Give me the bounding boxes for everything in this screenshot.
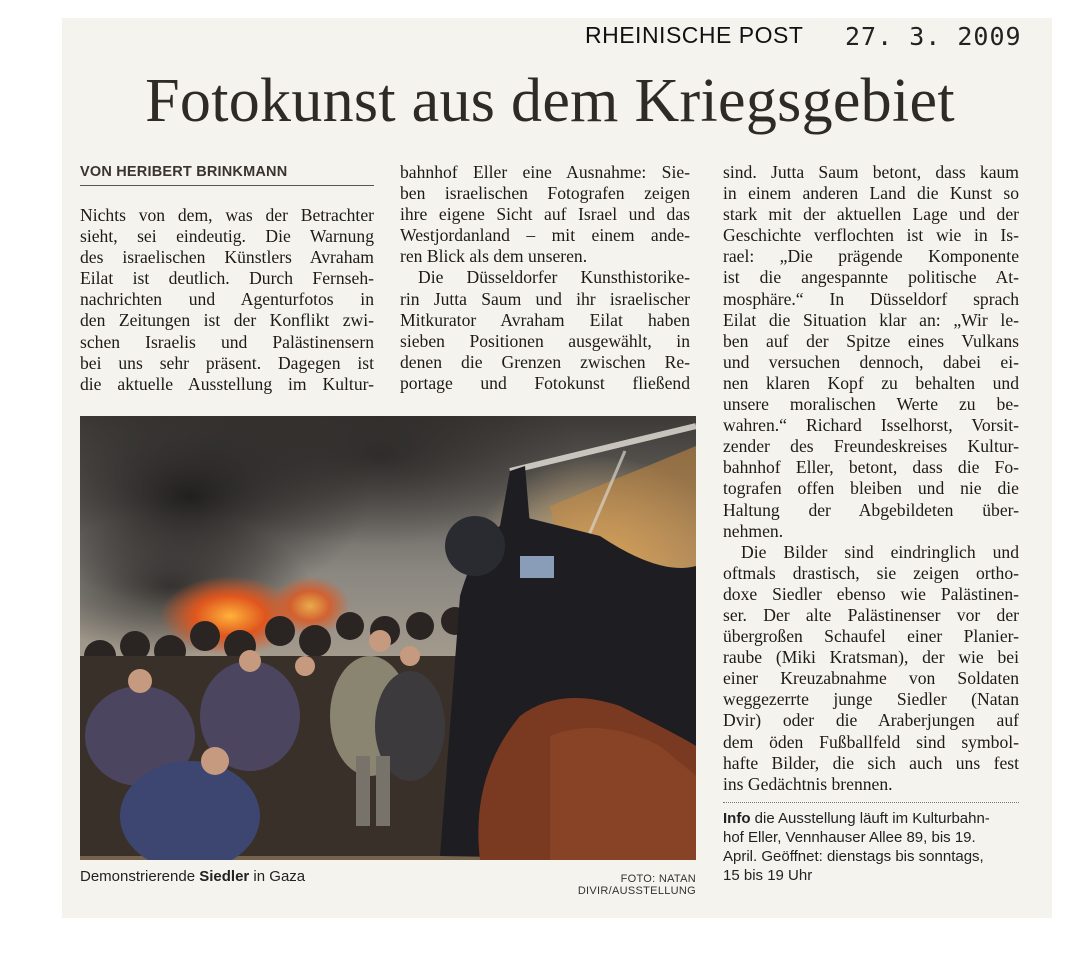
text-line: bahnhof Eller eine Ausnahme: Sie- bbox=[400, 162, 690, 182]
article-column-2 bbox=[400, 162, 690, 394]
text-line: nen klaren Kopf zu behalten und bbox=[723, 372, 1019, 393]
text-line: Dvir) oder die Araberjungen auf bbox=[723, 710, 1019, 731]
text-line: doxe Siedler ebenso wie Palästinen- bbox=[723, 583, 1019, 604]
text-line: zender des Freundeskreises Kultur- bbox=[723, 436, 1019, 457]
text-line: nachrichten und Agenturfotos in bbox=[80, 289, 374, 310]
news-photo bbox=[80, 416, 696, 860]
text-line: ben israelischen Fotografen zeigen bbox=[400, 183, 690, 204]
text-line: Nichts von dem, was der Betrachter bbox=[80, 205, 374, 225]
text-line: bahnhof Eller, betont, dass die Fo- bbox=[723, 457, 1019, 478]
text-line: Westjordanland – mit einem ande- bbox=[400, 225, 690, 246]
text-line: wahren.“ Richard Isselhorst, Vorsit- bbox=[723, 415, 1019, 436]
text-line: unsere moralischen Werte zu be- bbox=[723, 394, 1019, 415]
text-line: sieben Positionen ausgewählt, in bbox=[400, 330, 690, 351]
caption-text: Demonstrierende bbox=[80, 868, 200, 885]
text-line: rael: „Die prägende Komponente bbox=[723, 246, 1019, 267]
text-line: sieht, sei eindeutig. Die Warnung bbox=[80, 226, 374, 247]
text-line: Haltung der Abgebildeten über- bbox=[723, 499, 1019, 520]
masthead: RHEINISCHE POST bbox=[585, 22, 804, 48]
text-line: in einem anderen Land die Kunst so bbox=[723, 183, 1019, 204]
photo-credit: FOTO: NATAN DIVIR/AUSSTELLUNG bbox=[577, 873, 696, 897]
text-line: Eilat die Situation klar an: „Wir le- bbox=[723, 309, 1019, 330]
text-line: ser. Der alte Palästinenser vor der bbox=[723, 604, 1019, 625]
text-line: Eilat ist deutlich. Durch Fernseh- bbox=[80, 268, 374, 289]
article-column-3 bbox=[723, 162, 1019, 795]
info-line: 15 bis 19 Uhr bbox=[723, 867, 813, 884]
text-line: raube (Miki Kratsman), der wie bei bbox=[723, 647, 1019, 668]
text-line: stark mit der aktuellen Lage und der bbox=[723, 204, 1019, 225]
info-line: April. Geöffnet: dienstags bis sonntags, bbox=[723, 848, 984, 865]
text-line: denen die Grenzen zwischen Re- bbox=[400, 351, 690, 372]
info-text: die Ausstellung läuft im Kulturbahn- bbox=[750, 810, 990, 827]
text-line: den Zeitungen ist der Konflikt zwi- bbox=[80, 310, 374, 331]
text-line: nehmen. bbox=[723, 520, 784, 541]
text-line: ist die angespannte politische At- bbox=[723, 267, 1019, 288]
info-line: hof Eller, Vennhauser Allee 89, bis 19. bbox=[723, 829, 976, 846]
publication-date: 27. 3. 2009 bbox=[845, 22, 1022, 51]
text-line: rin Jutta Saum und ihr israelischer bbox=[400, 288, 690, 309]
text-line: hafte Bilder, die sich auch uns fest bbox=[723, 752, 1019, 773]
text-line: Die Bilder sind eindringlich und bbox=[741, 541, 1019, 562]
text-line: Mitkurator Avraham Eilat haben bbox=[400, 309, 690, 330]
text-line: Geschichte verflochten ist wie in Is- bbox=[723, 225, 1019, 246]
text-line: weggezerrte junge Siedler (Natan bbox=[723, 689, 1019, 710]
text-line: portage und Fotokunst fließend bbox=[400, 372, 690, 393]
text-line: dem öden Fußballfeld sind symbol- bbox=[723, 731, 1019, 752]
text-line: und versuchen dennoch, dabei ei- bbox=[723, 351, 1019, 372]
text-line: Die Düsseldorfer Kunsthistorike- bbox=[418, 267, 690, 288]
info-label: Info bbox=[723, 810, 751, 827]
article-column-1 bbox=[80, 205, 374, 395]
headline: Fotokunst aus dem Kriegsgebiet bbox=[145, 67, 955, 135]
info-line bbox=[723, 809, 1019, 828]
text-line: tografen offen bleiben und nie die bbox=[723, 478, 1019, 499]
text-line: oftmals drastisch, sie zeigen ortho- bbox=[723, 562, 1019, 583]
text-line: übergroßen Schaufel einer Planier- bbox=[723, 626, 1019, 647]
text-line: die aktuelle Ausstellung im Kultur- bbox=[80, 373, 374, 394]
text-line: des israelischen Künstlers Avraham bbox=[80, 247, 374, 268]
photo-caption bbox=[80, 868, 305, 885]
text-line: einer Kreuzabnahme von Soldaten bbox=[723, 668, 1019, 689]
caption-text: in Gaza bbox=[249, 868, 306, 885]
text-line: bei uns sehr präsent. Dagegen ist bbox=[80, 352, 374, 373]
text-line: ben auf der Spitze eines Vulkans bbox=[723, 330, 1019, 351]
text-line: ren Blick als dem unseren. bbox=[400, 246, 588, 267]
text-line: ins Gedächtnis brennen. bbox=[723, 773, 893, 794]
byline: VON HERIBERT BRINKMANN bbox=[80, 164, 374, 186]
text-line: sind. Jutta Saum betont, dass kaum bbox=[723, 162, 1019, 182]
text-line: ihre eigene Sicht auf Israel und das bbox=[400, 204, 690, 225]
info-box bbox=[723, 802, 1019, 885]
text-line: mosphäre.“ In Düsseldorf sprach bbox=[723, 288, 1019, 309]
text-line: schen Israelis und Palästinensern bbox=[80, 331, 374, 352]
caption-bold-word: Siedler bbox=[199, 868, 250, 885]
photo-illustration bbox=[80, 416, 696, 860]
